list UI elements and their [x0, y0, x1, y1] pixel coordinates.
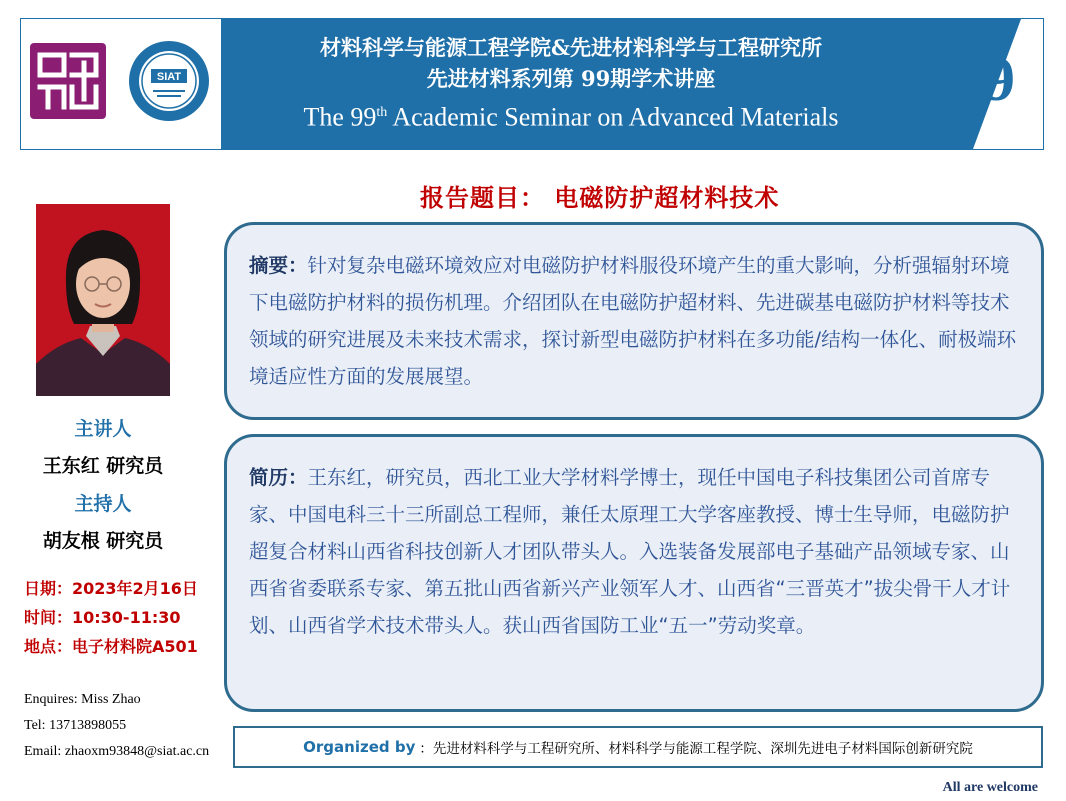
header-line-1: 材料科学与能源工程学院&先进材料科学与工程研究所 [320, 35, 822, 60]
event-time: 时间：10:30-11:30 [24, 608, 181, 627]
contact-email: Email: zhaoxm93848@siat.ac.cn [24, 744, 210, 759]
speaker-photo [36, 204, 170, 396]
header-banner [20, 18, 1044, 150]
bio-text: 王东红，研究员，西北工业大学材料学博士，现任中国电子科技集团公司首席专家、中国电科三十三所副总工程师，兼任太原理工大学客座教授、博士生导师，电磁防护超复合材料山西省科技创新人才团队带头人。入选装备发展部电子基础产品领域专家、山西省省委联系专家、第五批山西省新兴产业领军人才、山西省“三晋英才”拔尖骨干人才计划、山西省学术技术带头人。获山西省国防工业“五一”劳动奖章。 [249, 466, 1011, 637]
issue-number: 99 [953, 46, 1015, 114]
bio-box [224, 434, 1044, 712]
host-name: 胡友根 研究员 [42, 530, 164, 552]
abstract-box [224, 222, 1044, 420]
event-location: 地点：电子材料院A501 [24, 637, 198, 656]
talk-title: 报告题目： 电磁防护超材料技术 [420, 184, 780, 212]
speaker-label: 主讲人 [74, 418, 132, 440]
organizer-bar [233, 726, 1043, 768]
header-line-3-pre: The 99 [303, 102, 377, 132]
header-line-3 [251, 95, 891, 136]
host-label: 主持人 [74, 493, 132, 515]
event-date: 日期：2023年2月16日 [24, 579, 198, 598]
header-line-2: 先进材料系列第 99期学术讲座 [426, 66, 716, 91]
header-titles [251, 33, 891, 136]
contact-tel: Tel: 13713898055 [24, 718, 127, 733]
siat-logo [127, 39, 211, 123]
contact-enquires: Enquires: Miss Zhao [24, 692, 141, 707]
welcome-text: All are welcome [942, 780, 1038, 795]
header-logos [21, 19, 221, 149]
abstract-label: 摘要： [249, 254, 308, 277]
siat-logo-text: SIAT [156, 71, 182, 83]
organizer-text: ：先进材料科学与工程研究所、材料科学与能源工程学院、深圳先进电子材料国际创新研究院 [419, 741, 973, 757]
header-line-3-post: Academic Seminar on Advanced Materials [387, 102, 839, 132]
abstract-text: 针对复杂电磁环境效应对电磁防护材料服役环境产生的重大影响，分析强辐射环境下电磁防护材料的损伤机理。介绍团队在电磁防护超材料、先进碳基电磁防护材料等技术领域的研究进展及未来技术需求，探讨新型电磁防护材料在多功能/结构一体化、耐极端环境适应性方面的发展展望。 [249, 254, 1017, 388]
speaker-name: 王东红 研究员 [42, 455, 164, 477]
university-logo [30, 43, 106, 119]
bio-label: 简历： [249, 466, 308, 489]
organizer-label: Organized by [303, 738, 416, 756]
header-line-3-sup: th [376, 105, 388, 120]
